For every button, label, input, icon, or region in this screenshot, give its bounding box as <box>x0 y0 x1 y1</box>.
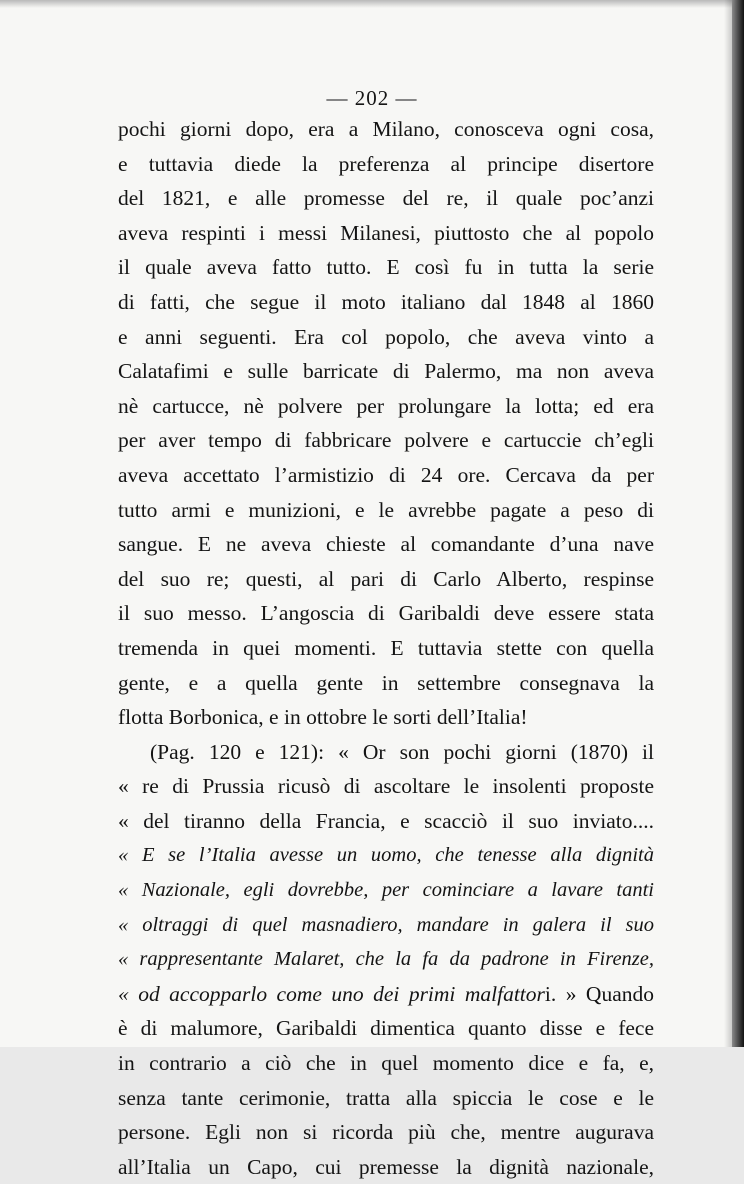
text-line: Calatafimi e sulle barricate di Palermo, ma non aveva <box>118 359 654 384</box>
text-line: il suo messo. L’angoscia di Garibaldi deve essere stata <box>118 601 654 626</box>
text-line: in contrario a ciò che in quel momento dice e fa, e, <box>118 1051 654 1076</box>
text-line: di fatti, che segue il moto italiano dal 1848 al 1860 <box>118 289 654 314</box>
page-binding-edge <box>732 0 744 1047</box>
text-line: tremenda in quei momenti. E tuttavia stette con quella <box>118 635 654 660</box>
text-line: « rappresentante Malaret, che la fa da padrone in Firenze, <box>118 948 654 971</box>
text-line: « E se l’Italia avesse un uomo, che tenesse alla dignità <box>118 844 654 867</box>
text-line-roman-part: i. » Quando <box>544 981 654 1006</box>
page-number: — 202 — <box>326 86 418 110</box>
text-line: aveva respinti i messi Milanesi, piuttosto che al popolo <box>118 220 654 245</box>
text-line: « Nazionale, egli dovrebbe, per cominciare a lavare tanti <box>118 879 654 902</box>
text-line: tutto armi e munizioni, e le avrebbe pagate a peso di <box>118 497 654 522</box>
text-line: « del tiranno della Francia, e scacciò il suo inviato.... <box>118 808 654 833</box>
text-line: e anni seguenti. Era col popolo, che aveva vinto a <box>118 324 654 349</box>
text-line: del suo re; questi, al pari di Carlo Alberto, respinse <box>118 566 654 591</box>
text-line: pochi giorni dopo, era a Milano, conosceva ogni cosa, <box>118 117 654 141</box>
text-line: flotta Borbonica, e in ottobre le sorti dell’Italia! <box>118 705 528 730</box>
text-line: senza tante cerimonie, tratta alla spiccia le cose e le <box>118 1085 654 1110</box>
text-line: è di malumore, Garibaldi dimentica quanto disse e fece <box>118 1016 654 1041</box>
text-line: nè cartucce, nè polvere per prolungare la lotta; ed era <box>118 393 654 418</box>
page-gutter-shadow <box>724 0 732 1047</box>
text-line: del 1821, e alle promesse del re, il quale poc’anzi <box>118 186 654 211</box>
text-line: « re di Prussia ricusò di ascoltare le insolenti proposte <box>118 774 654 799</box>
text-line: gente, e a quella gente in settembre consegnava la <box>118 670 654 695</box>
text-line: persone. Egli non si ricorda più che, mentre augurava <box>118 1120 654 1145</box>
text-line: per aver tempo di fabbricare polvere e cartuccie ch’egli <box>118 428 654 453</box>
text-line: aveva accettato l’armistizio di 24 ore. Cercava da per <box>118 462 654 487</box>
text-line: all’Italia un Capo, cui premesse la dignità nazionale, <box>118 1154 654 1179</box>
page-top-edge <box>0 0 744 8</box>
text-line: sangue. E ne aveva chieste al comandante d’una nave <box>118 532 654 557</box>
text-line <box>118 977 654 1012</box>
text-line: il quale aveva fatto tutto. E così fu in tutta la serie <box>118 255 654 280</box>
body-text <box>118 112 654 1184</box>
text-line: (Pag. 120 e 121): « Or son pochi giorni (1870) il <box>150 739 654 764</box>
text-line: « oltraggi di quel masnadiero, mandare in galera il suo <box>118 913 654 936</box>
text-line: e tuttavia diede la preferenza al principe disertore <box>118 151 654 176</box>
text-line-italic-part: « od accopparlo come uno dei primi malfattor <box>118 981 545 1006</box>
